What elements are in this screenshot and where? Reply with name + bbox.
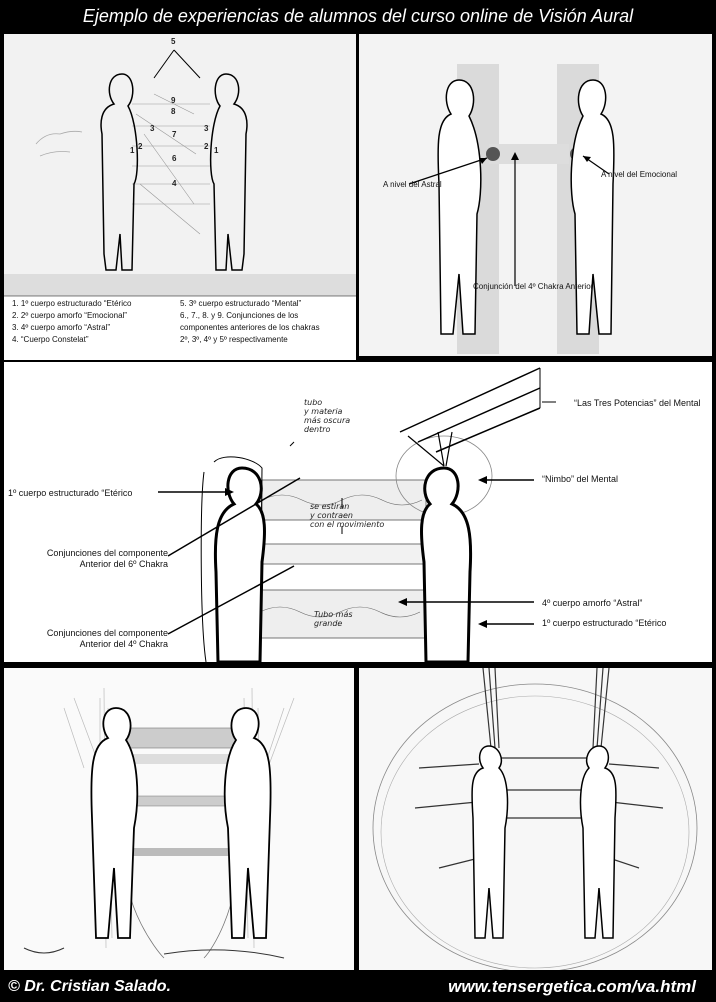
legend-item: 2º, 3º, 4º y 5º respectivamente xyxy=(180,335,288,344)
panel-top-right xyxy=(359,34,712,356)
number-label: 6 xyxy=(172,154,177,163)
panel-bottom-left-drawing xyxy=(4,668,354,970)
label-astral: A nivel del Astral xyxy=(383,180,442,189)
legend-item: 6., 7., 8. y 9. Conjunciones de los xyxy=(180,311,299,320)
number-label: 2 xyxy=(138,142,143,151)
number-label: 1 xyxy=(130,146,135,155)
footer xyxy=(0,972,716,1002)
legend-right xyxy=(180,298,352,346)
handwriting-se-estiran: se estiran y contraen con el movimiento xyxy=(310,502,385,529)
page-title: Ejemplo de experiencias de alumnos del curso online de Visión Aural xyxy=(82,6,634,26)
number-label: 7 xyxy=(172,130,177,139)
annotation-astral: 4º cuerpo amorfo “Astral” xyxy=(542,598,643,608)
legend-item: componentes anteriores de los chakras xyxy=(180,323,320,332)
panel-bottom-left xyxy=(4,668,354,970)
label-conjuncion: Conjunción del 4º Chakra Anterior xyxy=(473,282,594,291)
annotation-eterico-right: 1º cuerpo estructurado “Etérico xyxy=(542,618,667,628)
legend-item: 4. “Cuerpo Constelat” xyxy=(12,335,89,344)
legend-item: 5. 3º cuerpo estructurado “Mental” xyxy=(180,299,302,308)
legend-item: 3. 4º cuerpo amorfo “Astral” xyxy=(12,323,111,332)
number-label: 1 xyxy=(214,146,219,155)
annotation-eterico-left: 1º cuerpo estructurado “Etérico xyxy=(8,488,133,498)
annotation-nimbo: “Nimbo” del Mental xyxy=(542,474,619,484)
panel-middle xyxy=(4,362,712,662)
annotation-conjuncion-4: Conjunciones del componente Anterior del 4º Chakra xyxy=(46,628,168,649)
number-label: 9 xyxy=(171,96,176,105)
legend-item: 1. 1º cuerpo estructurado “Etérico xyxy=(12,299,132,308)
panel-bottom-right xyxy=(359,668,712,970)
handwriting-tubo-grande: Tubo más grande xyxy=(314,610,353,628)
number-label: 3 xyxy=(150,124,155,133)
panel-bottom-right-drawing xyxy=(359,668,712,970)
legend-left xyxy=(12,298,177,346)
handwriting-tubo-materia: tubo y materia más oscura dentro xyxy=(304,398,351,434)
legend-item: 2. 2º cuerpo amorfo “Emocional” xyxy=(12,311,127,320)
number-label: 5 xyxy=(171,37,176,46)
header xyxy=(0,0,716,32)
number-label: 8 xyxy=(171,107,176,116)
number-label: 2 xyxy=(204,142,209,151)
panel-top-right-drawing xyxy=(359,34,712,356)
website-url[interactable]: www.tensergetica.com/va.html xyxy=(448,977,696,996)
copyright-credit: © Dr. Cristian Salado. xyxy=(8,978,171,995)
panel-top-left xyxy=(4,34,356,360)
annotation-conjuncion-6: Conjunciones del componente Anterior del 6º Chakra xyxy=(46,548,168,569)
annotation-tres-potencias: “Las Tres Potencias” del Mental xyxy=(574,398,701,408)
number-label: 4 xyxy=(172,179,177,188)
label-emocional: A nivel del Emocional xyxy=(601,170,678,179)
number-label: 3 xyxy=(204,124,209,133)
